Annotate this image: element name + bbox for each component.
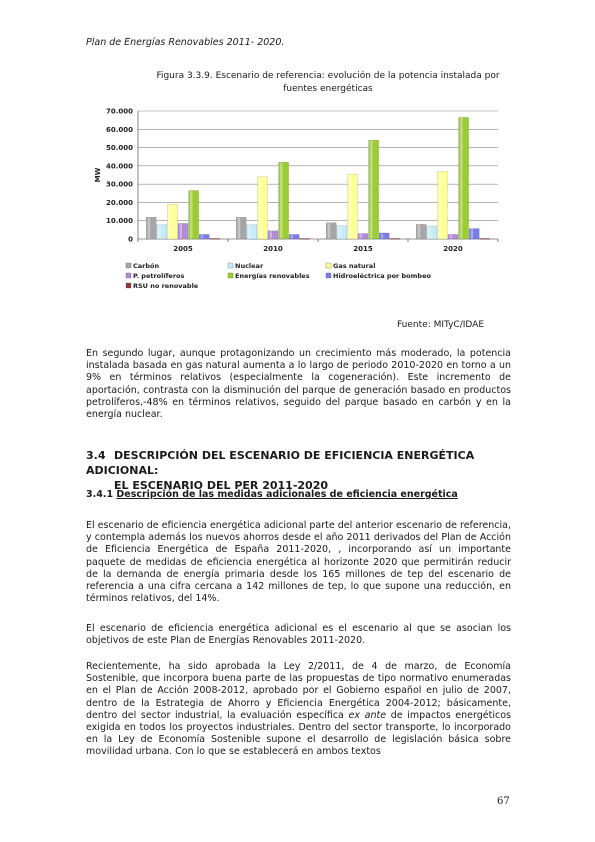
bar-rsu-no-renovable-2020 — [480, 238, 490, 239]
legend-label: Carbón — [133, 262, 160, 270]
y-tick-label: 70.000 — [105, 107, 133, 116]
y-tick-label: 0 — [128, 235, 133, 244]
section-title-line-2: EL ESCENARIO DEL PER 2011-2020 — [114, 479, 328, 492]
bar-gas-natural-2005 — [167, 204, 177, 239]
legend-swatch — [326, 273, 331, 278]
bar-highlight — [148, 218, 151, 239]
figure-caption-line-1: Figura 3.3.9. Escenario de referencia: evolución de la potencia instalada por — [156, 71, 500, 81]
paragraph-ley-economia-sostenible — [86, 661, 511, 759]
y-tick-label: 10.000 — [105, 217, 133, 226]
legend-swatch — [228, 273, 233, 278]
bar-highlight — [238, 218, 241, 239]
bar-highlight — [439, 172, 442, 239]
bar-highlight — [381, 233, 384, 238]
bar-highlight — [471, 229, 474, 238]
x-tick-label: 2015 — [353, 245, 373, 253]
paragraph-gas-natural: En segundo lugar, aunque protagonizando un crecimiento más moderado, la potencia instalada basada en gas natural aumenta a lo largo de periodo 2010-2020 en torno a un 9% en términos relativos (especialmente la cogeneración). Este incremento de aportación, contrasta con la disminución del parque de generación basado en productos petrolíferos,-48% en términos relativos, seguido del parque basado en carbón y en la energía nuclear. — [86, 348, 511, 421]
y-axis-label: MW — [94, 167, 102, 183]
x-tick-label: 2020 — [443, 245, 463, 253]
x-tick-label: 2010 — [263, 245, 283, 253]
installed-power-bar-chart — [86, 102, 516, 317]
bar-rsu-no-renovable-2015 — [390, 238, 400, 239]
section-number: 3.4 — [86, 449, 106, 462]
bar-nuclear-2015 — [337, 226, 347, 239]
figure-caption — [150, 70, 506, 96]
legend-label: Hidroeléctrica por bombeo — [333, 272, 431, 280]
bar-highlight — [259, 177, 262, 238]
bar-highlight — [248, 225, 251, 238]
x-tick-label: 2005 — [173, 245, 193, 253]
paragraph-ley-part-2: de impactos energéticos exigida en todos los proyectos industriales. Dentro del sector transporte, lo incorporado en la Ley de Economía Sostenible supone el desarrollo de legislación básica sobre movilidad urbana. Con lo que se establecerá en ambos textos — [86, 709, 511, 758]
legend-label: RSU no renovable — [133, 282, 199, 290]
bar-highlight — [169, 205, 172, 239]
legend-label: Nuclear — [235, 262, 264, 270]
y-tick-label: 50.000 — [105, 144, 133, 153]
legend-label: Energías renovables — [235, 272, 310, 280]
section-heading — [86, 448, 511, 493]
paragraph-ley-emphasis: ex ante — [348, 709, 387, 721]
legend-swatch — [126, 273, 131, 278]
running-header: Plan de Energías Renovables 2011- 2020. — [86, 37, 285, 48]
paragraph-ley-part-1: Recientemente, ha sido aprobada la Ley 2/2011, de 4 de marzo, de Economía Sostenible, que incorpora buena parte de las propuestas de tipo normativo enumeradas en el Plan de Acción 2008-2012, aprobado por el Gobierno español en julio de 2007, dentro de la Estrategia de Ahorro y Eficiencia Energética 2004-2012; básicamente, dentro del sector industrial, la evaluación específica — [86, 661, 511, 721]
subsection-title: Descripción de las medidas adicionales de eficiencia energética — [116, 489, 458, 500]
page-number: 67 — [497, 796, 510, 807]
legend-swatch — [228, 263, 233, 268]
bar-highlight — [180, 224, 183, 239]
bar-highlight — [360, 234, 363, 238]
bar-rsu-no-renovable-2010 — [300, 238, 310, 239]
section-title-line-1: DESCRIPCIÓN DEL ESCENARIO DE EFICIENCIA ENERGÉTICA ADICIONAL: — [86, 449, 475, 477]
bar-highlight — [460, 118, 463, 239]
y-tick-label: 60.000 — [105, 125, 133, 134]
bar-highlight — [158, 225, 161, 238]
paragraph-objetivos: El escenario de eficiencia energética adicional es el escenario al que se asocian los objetivos de este Plan de Energías Renovables 2011-2020. — [86, 623, 511, 647]
bar-highlight — [349, 175, 352, 239]
figure-caption-line-2: fuentes energéticas — [283, 84, 373, 94]
bar-highlight — [418, 225, 421, 239]
subsection-number: 3.4.1 — [86, 489, 114, 500]
bar-carb-n-2005 — [146, 217, 156, 239]
paragraph-escenario-eficiencia: El escenario de eficiencia energética adicional parte del anterior escenario de referencia, y contempla además los nuevos ahorros desde el año 2011 derivados del Plan de Acción de Eficiencia Energética de España 2011-2020, , incorporando así un importante paquete de medidas de eficiencia energética al horizonte 2020 que permitirán reducir de la demanda de energía primaria desde los 165 millones de tep del escenario de referencia a una cifra cercana a 142 millones de tep, lo que supone una reducción, en términos relativos, del 14%. — [86, 520, 511, 605]
figure-source: Fuente: MITyC/IDAE — [397, 320, 485, 330]
legend-swatch — [126, 283, 131, 288]
bar-highlight — [370, 141, 373, 239]
legend-swatch — [326, 263, 331, 268]
bar-highlight — [338, 226, 341, 238]
bar-highlight — [428, 227, 431, 239]
bar-highlight — [201, 235, 204, 239]
bar-rsu-no-renovable-2005 — [210, 238, 220, 239]
bar-highlight — [190, 191, 193, 238]
y-tick-label: 20.000 — [105, 198, 133, 207]
bar-highlight — [450, 235, 453, 239]
legend-label: P. petrolíferos — [133, 272, 185, 280]
bar-highlight — [291, 235, 294, 239]
y-tick-label: 40.000 — [105, 162, 133, 171]
bar-highlight — [328, 223, 331, 238]
bar-highlight — [270, 231, 273, 238]
legend-swatch — [126, 263, 131, 268]
legend-label: Gas natural — [333, 262, 376, 270]
bar-highlight — [280, 163, 283, 239]
subsection-heading — [86, 489, 458, 500]
y-tick-label: 30.000 — [105, 180, 133, 189]
